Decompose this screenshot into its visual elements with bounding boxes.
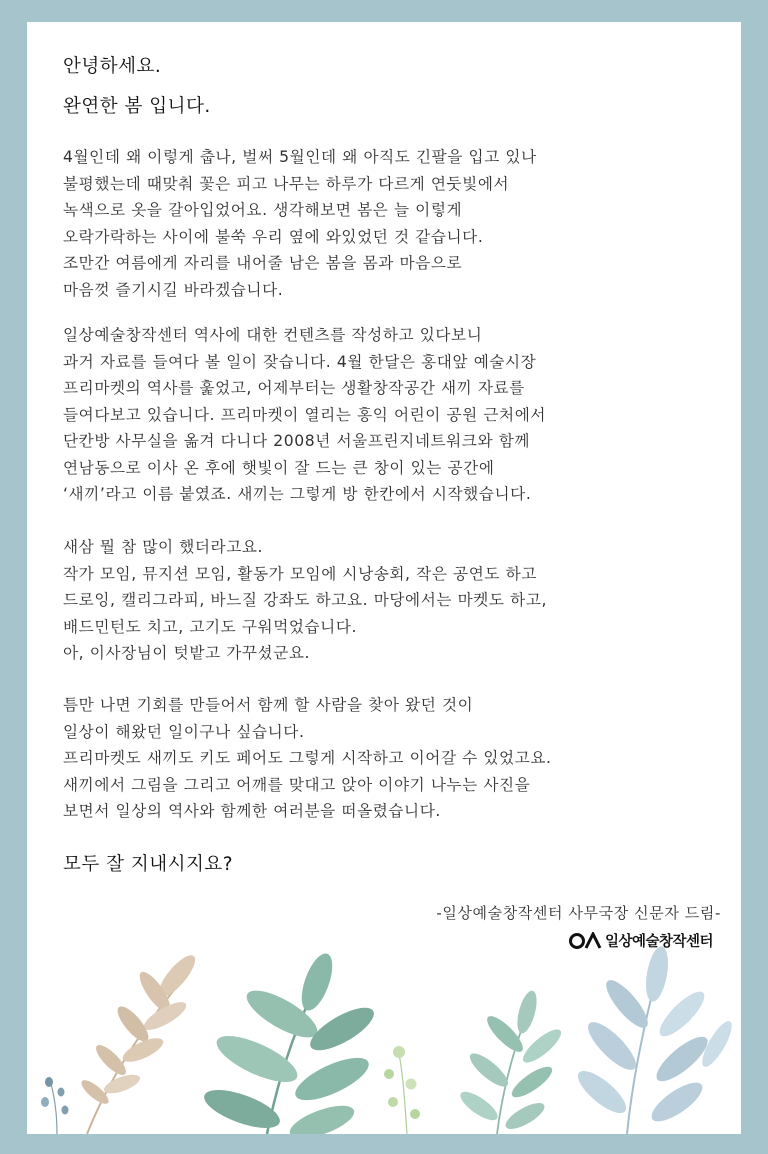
blue-leaf-branch-icon [572,945,737,1134]
letter-paper [27,22,741,1134]
green-leaf-branch-icon [200,950,380,1134]
brown-leaf-branch-icon [78,950,200,1134]
light-green-sprig-icon [384,1046,420,1134]
green-fern-icon [456,989,565,1134]
subgreeting: 완연한 봄 입니다. [63,96,211,117]
watercolor-leaves-illustration [27,934,741,1134]
paragraph-1: 4월인데 왜 이렇게 춥나, 벌써 5월인데 왜 아직도 긴팔을 입고 있나 불평했는데 때맞춰 꽃은 피고 나무는 하루가 다르게 연둣빛에서 녹색으로 옷을 갈아입었어요. 생각해보면 봄은 늘 이렇게 오락가락하는 사이에 불쑥 우리 옆에 와있었던 것 같습니다. 조만간 여름에게 자리를 내어줄 남은 봄을 몸과 마음으로 마음껏 즐기시길 바라겠습니다. [63,148,537,299]
signature: -일상예술창작센터 사무국장 신문자 드림- [436,904,721,922]
paragraph-3: 새삼 뭘 참 많이 했더라고요. 작가 모임, 뮤지션 모임, 활동가 모임에 시낭송회, 작은 공연도 하고 드로잉, 캘리그라피, 바느질 강좌도 하고요. 마당에서는 마켓도 하고, 배드민턴도 치고, 고기도 구워먹었습니다. 아, 이사장님이 텃밭고 가꾸셨군요. [63,538,548,662]
blue-berry-sprig-icon [41,1077,69,1134]
greeting: 안녕하세요. [63,56,162,77]
closing-line: 모두 잘 지내시지요? [63,854,234,875]
paragraph-2: 일상예술창작센터 역사에 대한 컨텐츠를 작성하고 있다보니 과거 자료를 들여다 볼 일이 잦습니다. 4월 한달은 홍대앞 예술시장 프리마켓의 역사를 훑었고, 어제부터는 생활창작공간 새끼 자료를 들여다보고 있습니다. 프리마켓이 열리는 홍익 어린이 공원 근처에서 단칸방 사무실을 옮겨 다니다 2008년 서울프린지네트워크와 함께 연남동으로 이사 온 후에 햇빛이 잘 드는 큰 창이 있는 공간에 ‘새끼’라고 이름 붙였죠. 새끼는 그렇게 방 한칸에서 시작했습니다. [63,326,547,503]
logo-text: 일상예술창작센터 [604,934,713,950]
paragraph-4: 틈만 나면 기회를 만들어서 함께 할 사람을 찾아 왔던 것이 일상이 해왔던 일이구나 싶습니다. 프리마켓도 새끼도 키도 페어도 그렇게 시작하고 이어갈 수 있었고요. 새끼에서 그림을 그리고 어깨를 맞대고 앉아 이야기 나누는 사진을 보면서 일상의 역사와 함께한 여러분을 떠올렸습니다. [63,696,552,820]
